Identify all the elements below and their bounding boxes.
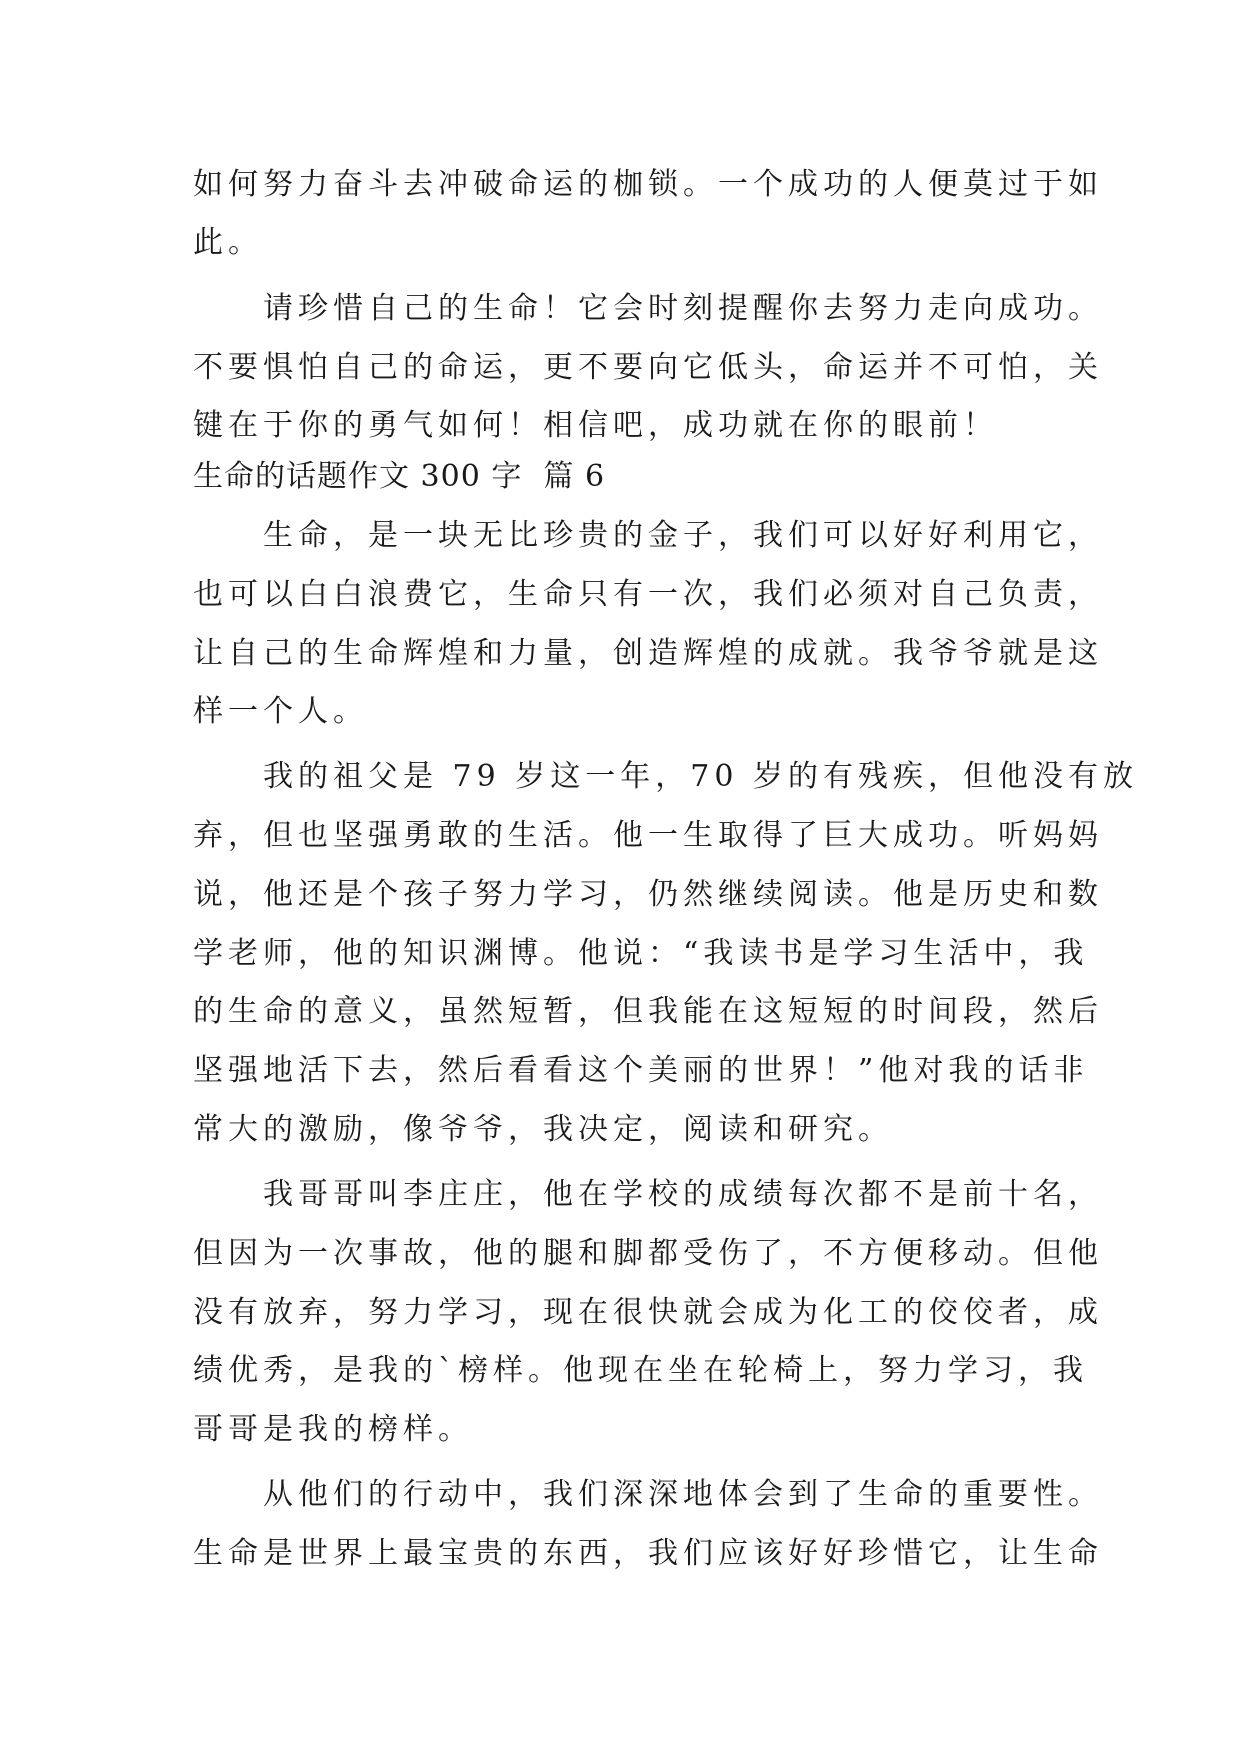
text-line: 生命是世界上最宝贵的东西，我们应该好好珍惜它，让生命 bbox=[193, 1536, 1103, 1571]
text-line: 常大的激励，像爷爷，我决定，阅读和研究。 bbox=[193, 1112, 893, 1147]
text-line: 弃，但也坚强勇敢的生活。他一生取得了巨大成功。听妈妈 bbox=[193, 818, 1103, 853]
text-line: 也可以白白浪费它，生命只有一次，我们必须对自己负责， bbox=[193, 577, 1103, 612]
text-line: 此。 bbox=[193, 225, 263, 260]
text-line: 我哥哥叫李庄庄，他在学校的成绩每次都不是前十名， bbox=[193, 1177, 1103, 1212]
text-line: 说，他还是个孩子努力学习，仍然继续阅读。他是历史和数 bbox=[193, 877, 1103, 912]
text-line: 但因为一次事故，他的腿和脚都受伤了，不方便移动。但他 bbox=[193, 1236, 1103, 1271]
text-line: 请珍惜自己的生命！它会时刻提醒你去努力走向成功。 bbox=[193, 291, 1103, 326]
text-line: 样一个人。 bbox=[193, 694, 368, 729]
text-line: 如何努力奋斗去冲破命运的枷锁。一个成功的人便莫过于如 bbox=[193, 167, 1103, 202]
text-line: 键在于你的勇气如何！相信吧，成功就在你的眼前！ bbox=[193, 408, 998, 443]
text-line: 从他们的行动中，我们深深地体会到了生命的重要性。 bbox=[193, 1477, 1103, 1512]
text-line: 坚强地活下去，然后看看这个美丽的世界！”他对我的话非 bbox=[193, 1053, 1089, 1088]
text-line: 绩优秀，是我的`榜样。他现在坐在轮椅上，努力学习，我 bbox=[193, 1353, 1088, 1388]
text-line: 我的祖父是 79 岁这一年，70 岁的有残疾，但他没有放 bbox=[193, 759, 1138, 794]
text-line: 不要惧怕自己的命运，更不要向它低头，命运并不可怕，关 bbox=[193, 350, 1103, 385]
text-line: 没有放弃，努力学习，现在很快就会成为化工的佼佼者，成 bbox=[193, 1295, 1103, 1330]
text-line: 学老师，他的知识渊博。他说：“我读书是学习生活中，我 bbox=[193, 936, 1089, 971]
text-line: 的生命的意义，虽然短暂，但我能在这短短的时间段，然后 bbox=[193, 994, 1103, 1029]
text-line: 生命，是一块无比珍贵的金子，我们可以好好利用它， bbox=[193, 518, 1103, 553]
section-heading: 生命的话题作文 300 字 篇 6 bbox=[193, 459, 606, 494]
text-line: 让自己的生命辉煌和力量，创造辉煌的成就。我爷爷就是这 bbox=[193, 636, 1103, 671]
text-line: 哥哥是我的榜样。 bbox=[193, 1412, 473, 1447]
